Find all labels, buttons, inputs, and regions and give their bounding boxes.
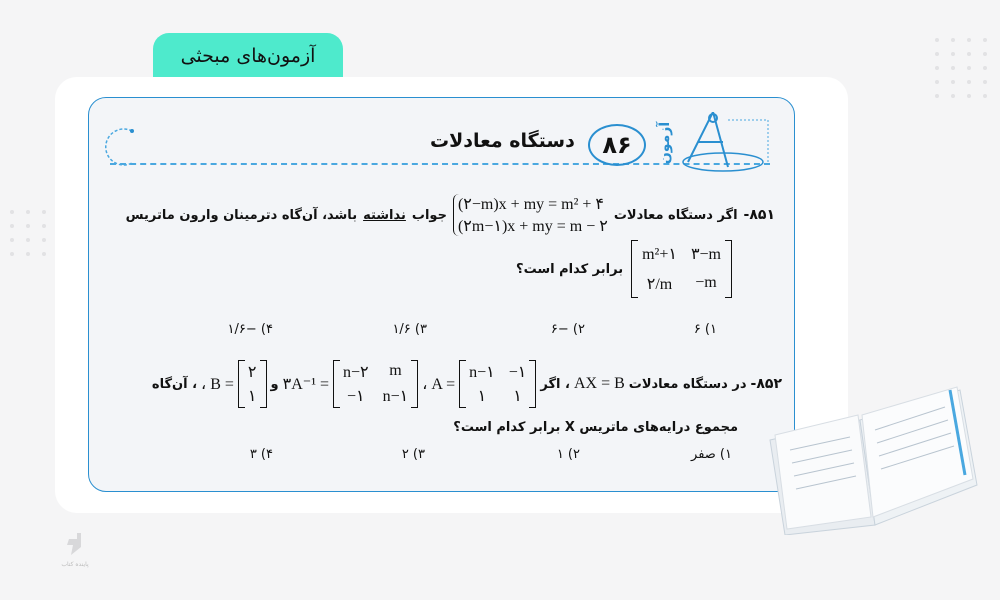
A-cell: ۱ [477,388,487,405]
q851-text-a: اگر دستگاه معادلات [613,207,738,223]
publisher-name: پاینده کتاب [61,561,89,568]
exam-number-badge: ۸۶ [588,124,646,166]
open-book-image [765,385,980,535]
category-tab[interactable] [153,33,343,79]
page-title: دستگاه معادلات [430,130,575,152]
q851-number: ۸۵۱- [743,207,775,223]
matrix-cell: m²+۱ [642,246,677,263]
q852-option-2[interactable]: ۲) ۱ [556,447,580,462]
q851-text-underlined: نداشته [363,207,406,223]
q852-number: ۸۵۲- [750,376,782,392]
compass-icon [678,112,773,174]
inv-cell: n−۱ [382,388,409,405]
q851-eq2: (۲m−۱)x + my = m − ۲ [457,218,608,235]
B-cell: ۱ [247,388,257,405]
B-matrix [238,360,267,408]
inv-cell: −۱ [347,388,365,405]
q851-line1 [126,194,775,236]
q852-and: و [270,376,279,392]
q851-text-b: جواب [411,207,447,223]
B-label: ، B = [201,376,234,393]
q852-option-3[interactable]: ۳) ۲ [401,447,425,462]
q852-text-b: ، اگر [540,376,570,392]
q852-line1 [152,360,782,408]
B-cell: ۲ [247,364,257,381]
logo-mark-icon [65,533,85,557]
q852-eq: AX = B [573,375,625,392]
q851-option-3[interactable]: ۳) ۱/۶ [392,322,427,337]
q852-option-1[interactable]: ۱) صفر [691,447,732,462]
q851-option-1[interactable]: ۱) ۶ [693,322,717,337]
decor-dots-left [10,210,48,256]
A-cell: −۱ [508,364,527,381]
q851-option-4[interactable]: ۴) −۱/۶ [227,322,273,337]
inv-cell: m [389,362,402,379]
A-label: ، A = [422,376,456,393]
A-cell: ۱ [513,388,522,405]
q851-matrix [631,240,732,298]
matrix-cell: ۳−m [690,246,721,263]
q852-option-4[interactable]: ۴) ۳ [249,447,273,462]
q851-text-d: برابر کدام است؟ [516,261,624,277]
inv-label: ۳A⁻¹ = [282,376,330,393]
q852-then: ، آن‌گاه [151,376,198,392]
q851-option-2[interactable]: ۲) −۶ [550,322,585,337]
inv-matrix [333,360,418,408]
publisher-logo [55,533,95,568]
equation-system [453,194,608,236]
inv-cell: n−۲ [343,364,369,381]
exam-word: آزمون [657,121,673,165]
decor-dots-right [935,38,989,98]
matrix-cell: ۲/m [646,276,673,293]
A-matrix [459,360,536,408]
q851-line2 [516,240,732,298]
tab-label: آزمون‌های مبحثی [180,45,316,67]
q852-line2: مجموع درایه‌های ماتریس X برابر کدام است؟ [453,420,738,435]
matrix-cell: −m [695,274,717,291]
A-cell: n−۱ [469,364,495,381]
q851-eq1: (۲−m)x + my = m² + ۴ [457,196,605,213]
q852-text-a: در دستگاه معادلات [628,376,747,392]
q851-text-c: باشد، آن‌گاه دترمینان وارون ماتریس [125,207,358,223]
